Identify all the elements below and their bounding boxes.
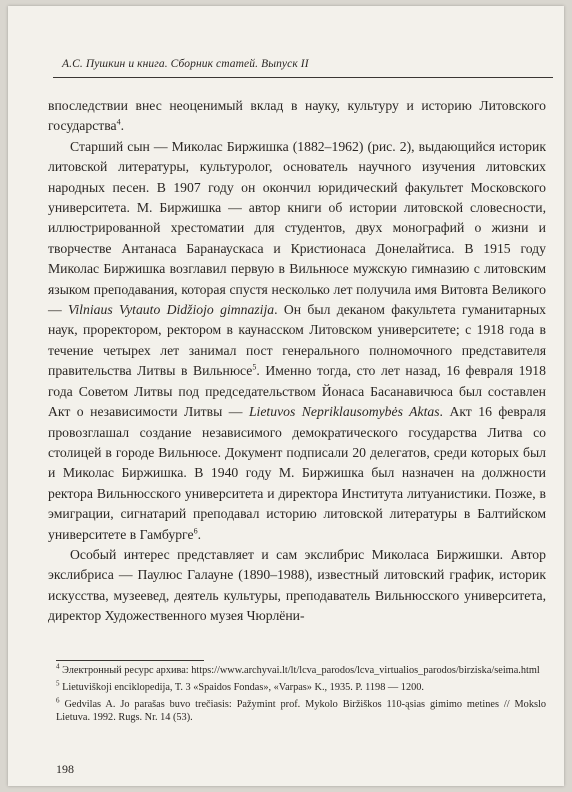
running-header: А.С. Пушкин и книга. Сборник статей. Выпуск II (62, 58, 309, 70)
paragraph-1 (48, 96, 546, 137)
footnote-ref-5: 5 (252, 362, 257, 372)
footnote (56, 698, 546, 726)
footnotes (56, 664, 546, 728)
footnote-number: 6 (56, 696, 60, 705)
paragraph-2-text-a: Старший сын — Миколас Биржишка (1882–1962) (рис. 2), выдающийся историк литовской литературы, культуролог, основатель научного изучения литовских народных песен. В 1907 году он окончил юридический факультет Московского университета. М. Биржишка — автор книги об истории литовской словесности, иллюстрированной хрестоматии для студентов, двух монографий о жизни и творчестве Антанаса Баранаускаса и Кристионаса Донелайтиса. В 1915 году Миколас Биржишка возглавил первую в Вильнюсе мужскую гимназию с литовским языком преподавания, которая спустя несколько лет получила имя Витовта Великого — (48, 138, 546, 318)
header-rule (53, 77, 553, 78)
footnote-number: 4 (56, 662, 60, 671)
paragraph-2-text-e: . (197, 526, 201, 542)
footnote-rule (56, 660, 204, 661)
footnote (56, 664, 546, 678)
page-number: 198 (56, 762, 74, 776)
paragraph-2-text-b: . Он был деканом факультета гуманитарных наук, проректором, ректором в каунасском Литовском университете; с 1918 года в течение четырех лет занимал пост генерального полномочного представителя правительства Литвы в Вильнюсе (48, 302, 547, 379)
paragraph-1-end: . (120, 118, 125, 134)
footnote-ref-6: 6 (193, 525, 198, 535)
independence-act-name: Lietuvos Nepriklausomybės Aktas (248, 404, 440, 420)
gymnasium-name: Vilniaus Vytauto Didžiojo gimnazija (68, 302, 275, 318)
paragraph-2 (48, 137, 546, 545)
footnote (56, 681, 546, 695)
paragraph-2-text-d: . Акт 16 февраля провозглашал создание независимого демократического государства Литва со столицей в городе Вильнюсе. Документ подписали 20 делегатов, среди которых был и Миколас Биржишка. В 1940 году М. Биржишка был назначен на должности ректора Вильнюсского университета и директора Института литуанистики. Позже, в эмиграции, сигнатарий преподавал историю литовской литературы в Балтийском университете в Гамбурге (48, 404, 546, 542)
paragraph-3 (48, 545, 546, 627)
paragraph-2-text-c: . Именно тогда, сто лет назад, 16 февраля 1918 года Советом Литвы под председательством Йонаса Басанавичюса был составлен Акт о независимости Литвы — (48, 363, 546, 420)
footnote-number: 5 (56, 679, 60, 688)
main-text (48, 96, 546, 627)
footnote-text: Lietuviškoji enciklopedija, T. 3 «Spaidos Fondas», «Varpas» K., 1935. P. 1198 — 1200. (62, 681, 424, 693)
paragraph-3-text: Особый интерес представляет и сам экслибрис Миколаса Биржишки. Автор экслибриса — Паулюс Галауне (1890–1988), известный литовский график, историк искусства, музеевед, деятель культуры, преподаватель Вильнюсского университета, директор Художественного музея Чюрлёни- (48, 546, 546, 624)
footnote-ref-4: 4 (116, 117, 121, 127)
footnote-text: Электронный ресурс архива: https://www.archyvai.lt/lt/lcva_parodos/lcva_virtualios_parodos/birziska/seima.html (62, 665, 540, 676)
footnote-text: Gedvilas A. Jo parašas buvo trečiasis: Pažymint prof. Mykolo Biržiškos 110-ąsias gimimo metines // Mokslo Lietuva. 1992. Rugs. Nr. 14 (53). (56, 698, 546, 724)
book-page (8, 6, 564, 786)
paragraph-1-text: впоследствии внес неоценимый вклад в науку, культуру и историю Литовского государства (48, 98, 546, 134)
